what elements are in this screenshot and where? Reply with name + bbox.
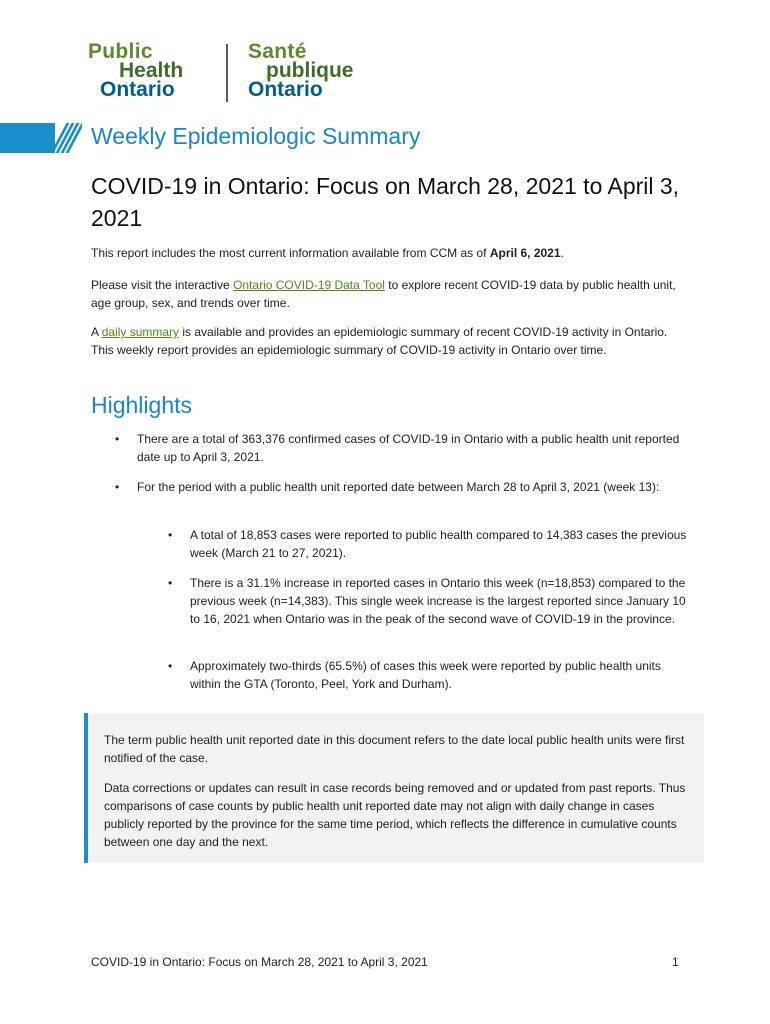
- pho-logo: [88, 42, 388, 106]
- bullet-icon: •: [168, 576, 173, 590]
- logo-french: [248, 42, 388, 99]
- logo-fr-line3: Ontario: [248, 78, 323, 101]
- highlight-sub-text: Approximately two-thirds (65.5%) of cases this week were reported by public health units within the GTA (Toronto, Peel, York and Durham).: [190, 659, 661, 691]
- intro-paragraph-daily-summary: [91, 323, 691, 359]
- page-number: 1: [672, 955, 679, 969]
- header-banner-graphic: [0, 123, 82, 153]
- intro-paragraph-date: [91, 244, 691, 262]
- highlight-sub-bullet: [168, 526, 688, 562]
- logo-english: [88, 42, 223, 99]
- daily-summary-link[interactable]: daily summary: [101, 325, 180, 339]
- logo-divider: [226, 44, 228, 102]
- logo-en-line2: Health: [119, 59, 184, 82]
- highlight-text: For the period with a public health unit reported date between March 28 to April 3, 2021 (week 13):: [137, 480, 660, 494]
- bullet-icon: •: [168, 528, 173, 542]
- intro-p3-text: A: [91, 325, 102, 339]
- data-tool-link[interactable]: Ontario COVID-19 Data Tool: [233, 278, 385, 292]
- definition-note-box: [84, 713, 704, 863]
- note-paragraph: The term public health unit reported date in this document refers to the date local public health units were first notified of the case.: [104, 733, 685, 765]
- highlight-sub-text: There is a 31.1% increase in reported cases in Ontario this week (n=18,853) compared to the previous week (n=14,383). This single week increase is the largest reported since January 10 to 16, 2021 when Ontario was in the peak of the second wave of COVID-19 in the province.: [190, 576, 686, 626]
- highlight-bullet: [115, 478, 695, 496]
- note-accent-bar: [84, 713, 88, 863]
- bullet-icon: •: [115, 432, 120, 446]
- logo-en-line3: Ontario: [100, 78, 175, 101]
- report-date: April 6, 2021: [489, 246, 561, 260]
- highlight-bullet: [115, 430, 695, 466]
- highlight-sub-bullet: [168, 574, 688, 628]
- intro-p1-end: .: [560, 246, 564, 260]
- bullet-icon: •: [168, 659, 173, 673]
- highlight-sub-text: A total of 18,853 cases were reported to public health compared to 14,383 cases the previous week (March 21 to 27, 2021).: [190, 528, 687, 560]
- document-type-heading: Weekly Epidemiologic Summary: [91, 123, 421, 149]
- intro-p2-text: Please visit the interactive: [91, 278, 234, 292]
- highlight-sub-bullet: [168, 657, 688, 693]
- highlights-heading: Highlights: [91, 392, 192, 418]
- intro-p3-end: is available and provides an epidemiologic summary of recent COVID-19 activity in Ontario. This weekly report provides an epidemiologic summary of COVID-19 activity in Ontario over time.: [91, 325, 668, 357]
- intro-p1-text: This report includes the most current information available from CCM as of: [91, 246, 490, 260]
- intro-paragraph-data-tool: [91, 276, 691, 312]
- logo-fr-line1: Santé: [248, 40, 307, 63]
- note-paragraph: Data corrections or updates can result in case records being removed and or updated from past reports. Thus comparisons of case counts by public health unit reported date may not align with daily change in cases publicly reported by the province for the same time period, which reflects the difference in cumulative counts between one day and the next.: [104, 781, 686, 849]
- highlight-text: There are a total of 363,376 confirmed cases of COVID-19 in Ontario with a public health unit reported date up to April 3, 2021.: [137, 432, 680, 464]
- logo-en-line1: Public: [88, 40, 153, 63]
- footer-title: COVID-19 in Ontario: Focus on March 28, 2021 to April 3, 2021: [91, 955, 428, 969]
- intro-p2-end: to explore recent COVID-19 data by public health unit, age group, sex, and trends over time.: [91, 278, 676, 310]
- banner-bar: [0, 123, 55, 153]
- document-title: COVID-19 in Ontario: Focus on March 28, 2021 to April 3, 2021: [91, 173, 680, 231]
- bullet-icon: •: [115, 480, 120, 494]
- logo-fr-line2: publique: [266, 59, 354, 82]
